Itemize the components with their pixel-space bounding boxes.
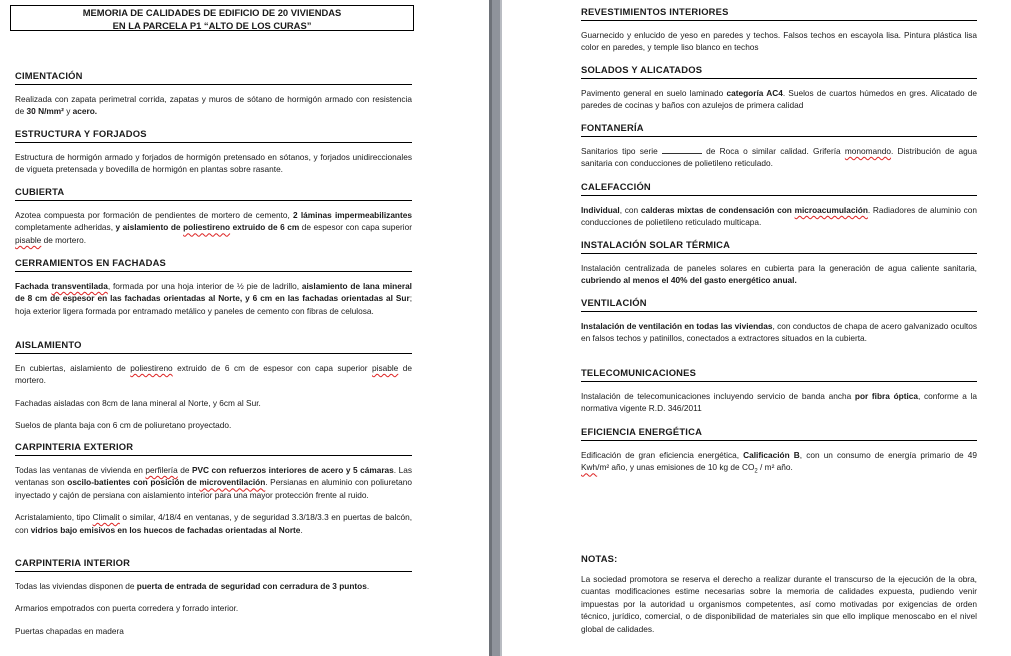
paragraph: Suelos de planta baja con 6 cm de poliuretano proyectado. [15,420,232,431]
paragraph: Todas las ventanas de vivienda en perfilería de PVC con refuerzos interiores de acero y 5 cámaras. Las ventanas son oscilo-batientes con posición de microventilación. Persianas en aluminio con poliuretano inyectado y cajón de persiana con aislamiento interior para una mayor protección frente al ruido. [15,465,412,500]
section-heading: AISLAMIENTO [15,339,412,354]
section-estructura [15,128,412,176]
paragraph: La sociedad promotora se reserva el derecho a realizar durante el transcurso de la ejecución de la obra, cuantas modificaciones estime necesarias sobre la memoria de calidades expuesta, pudiendo venir impuestas por la autoridad u organismos competentes, así como motivadas por exigencias de orden técnico, jurídico, comercial, o de disponibilidad de materiales sin que ello implique menoscabo en el nivel global de calidades. [581,574,977,634]
section-cubierta [15,186,412,246]
blank-line [662,146,702,154]
section-solar-termica [581,239,977,287]
section-heading: CUBIERTA [15,186,412,201]
paragraph: Fachada transventilada, formada por una hoja interior de ½ pie de ladrillo, aislamiento de lana mineral de 8 cm de espesor en las fachadas orientadas al Norte, y 6 cm en las fachadas orientadas al Sur; hoja exterior ligera formada por entramado metálico y paneles de cemento con fibras de celulosa. [15,281,412,316]
title-line-2: EN LA PARCELA P1 “ALTO DE LOS CURAS” [112,19,312,31]
paragraph: Instalación centralizada de paneles solares en cubierta para la generación de agua caliente sanitaria, cubriendo al menos el 40% del gasto energético anual. [581,263,977,286]
paragraph: Individual, con calderas mixtas de condensación con microacumulación. Radiadores de aluminio con conducciones de polietileno reticulado multicapa. [581,205,977,228]
section-heading: TELECOMUNICACIONES [581,367,977,382]
document-title [10,5,414,31]
section-heading: FONTANERÍA [581,122,977,137]
section-heading: ESTRUCTURA Y FORJADOS [15,128,412,143]
paragraph: Fachadas aisladas con 8cm de lana mineral al Norte, y 6cm al Sur. [15,397,261,408]
right-page [502,0,1011,656]
section-telecomunicaciones [581,367,977,415]
page-gutter [489,0,502,656]
section-calefaccion [581,181,977,229]
section-heading: INSTALACIÓN SOLAR TÉRMICA [581,239,977,254]
section-heading: CIMENTACIÓN [15,70,412,85]
paragraph: Guarnecido y enlucido de yeso en paredes y techos. Falsos techos en escayola lisa. Pintura plástica lisa color en paredes, y temple liso blanco en techos [581,30,977,53]
paragraph: Puertas chapadas en madera [15,625,124,636]
paragraph: Sanitarios tipo serie de Roca o similar calidad. Grifería monomando. Distribución de agua sanitaria con conducciones de polietileno reticulado. [581,146,978,169]
title-line-1: MEMORIA DE CALIDADES DE EDIFICIO DE 20 VIVIENDAS [82,7,342,18]
section-solados [581,64,977,112]
section-heading: SOLADOS Y ALICATADOS [581,64,977,79]
paragraph: Instalación de telecomunicaciones incluyendo servicio de banda ancha por fibra óptica, conforme a la normativa vigente R.D. 346/2011 [581,391,978,414]
section-ventilacion [581,297,977,345]
left-page [0,0,489,656]
section-eficiencia-energetica [581,426,977,474]
section-heading: CERRAMIENTOS EN FACHADAS [15,257,412,272]
section-heading: VENTILACIÓN [581,297,977,312]
paragraph: Instalación de ventilación en todas las viviendas, con conductos de chapa de acero galvanizado ocultos en falsos techos y patinillos, conectados a extractores situados en la cubierta. [581,321,977,344]
paragraph: Acristalamiento, tipo Climalit o similar, 4/18/4 en ventanas, y de seguridad 3.3/18/3.3 en puertas de balcón, con vidrios bajo emisivos en los huecos de fachadas orientadas al Norte. [15,512,413,535]
section-carpinteria-exterior [15,441,412,536]
section-aislamiento [15,339,412,432]
section-heading: REVESTIMIENTOS INTERIORES [581,6,977,21]
section-cerramientos [15,257,412,317]
section-cimentacion [15,70,412,118]
paragraph: Pavimento general en suelo laminado categoría AC4. Suelos de cuartos húmedos en gres. Alicatado de paredes de cocinas y baños con azulejos de primera calidad [581,88,977,111]
section-heading: EFICIENCIA ENERGÉTICA [581,426,977,441]
section-heading: CALEFACCIÓN [581,181,977,196]
section-notas [581,553,977,635]
paragraph: Realizada con zapata perimetral corrida, zapatas y muros de sótano de hormigón armado con resistencia de 30 N/mm² y acero. [15,94,412,117]
paragraph: Edificación de gran eficiencia energética, Calificación B, con un consumo de energía primario de 49 Kwh/m² año, y unas emisiones de 10 kg de $CO_2 / m^2$ año. [581,450,977,476]
section-fontaneria [581,122,977,170]
paragraph: En cubiertas, aislamiento de poliestireno extruido de 6 cm de espesor con capa superior pisable de mortero. [15,363,412,386]
section-carpinteria-interior [15,557,412,637]
section-heading: NOTAS: [581,553,618,564]
paragraph: Azotea compuesta por formación de pendientes de mortero de cemento, 2 láminas impermeabilizantes completamente adheridas, y aislamiento de poliestireno extruido de 6 cm de espesor con capa superior pisable de mortero. [15,210,412,245]
paragraph: Armarios empotrados con puerta corredera y forrado interior. [15,603,239,614]
paragraph: Todas las viviendas disponen de puerta de entrada de seguridad con cerradura de 3 puntos. [15,581,370,591]
section-heading: CARPINTERIA EXTERIOR [15,441,412,456]
section-revestimientos [581,6,977,54]
paragraph: Estructura de hormigón armado y forjados de hormigón pretensado en sótanos, y forjados unidireccionales de vigueta pretensada y bovedilla de hormigón en plantas sobre rasante. [15,152,412,175]
section-heading: CARPINTERIA INTERIOR [15,557,412,572]
